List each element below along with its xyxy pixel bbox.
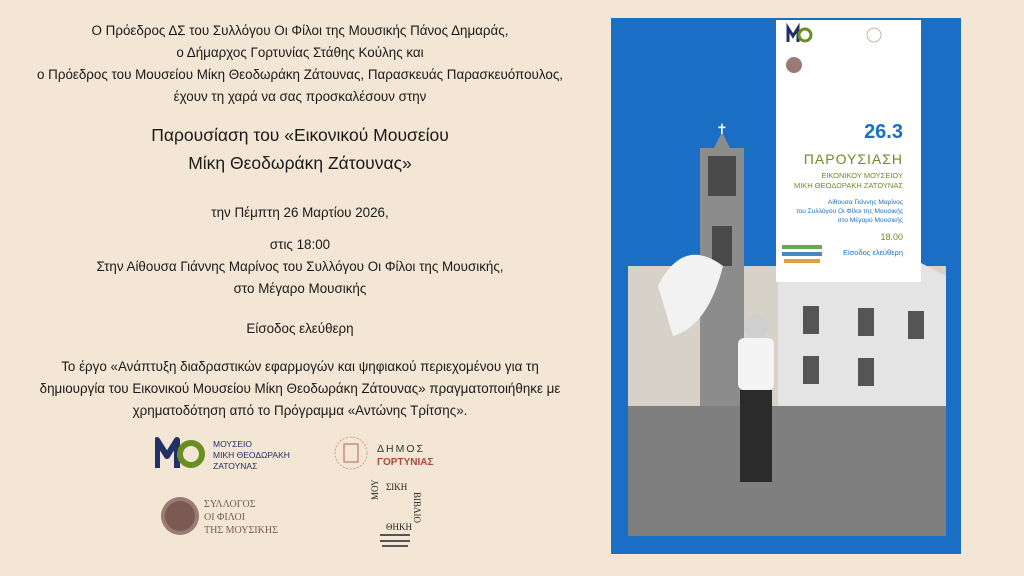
event-place-line-2: στο Μέγαρο Μουσικής xyxy=(233,281,367,296)
funding-line-2: δημιουργία του Εικονικού Μουσείου Μίκη Θεοδωράκη Ζάτουνας» πραγματοποιήθηκε με xyxy=(39,381,561,396)
event-time: στις 18:00 xyxy=(269,237,331,252)
person-body xyxy=(738,338,774,390)
svg-text:✝: ✝ xyxy=(716,121,728,137)
intro-line-4: έχουν τη χαρά να σας προσκαλέσουν στην xyxy=(173,89,427,104)
poster-venue-3: στο Μέγαρο Μουσικής xyxy=(837,217,903,224)
poster-sub-2: ΜΙΚΗ ΘΕΟΔΩΡΑΚΗ ΖΑΤΟΥΝΑΣ xyxy=(793,181,903,190)
poster-time: 18.00 xyxy=(880,232,903,242)
bivlio-logo-text-2: ΜΟΥ xyxy=(370,479,380,500)
dimos-logo-text-1: ΔΗΜΟΣ xyxy=(377,443,426,455)
poster-heading: ΠΑΡΟΥΣΙΑΣΗ xyxy=(803,151,903,167)
museum-logo-text-1: ΜΟΥΣΕΙΟ xyxy=(213,439,252,449)
funding-line-3: χρηματοδότηση από το Πρόγραμμα «Αντώνης Τρίτσης». xyxy=(132,403,468,418)
intro-line-1: Ο Πρόεδρος ΔΣ του Συλλόγου Οι Φίλοι της Μουσικής Πάνος Δημαράς, xyxy=(91,23,509,38)
intro-line-2: ο Δήμαρχος Γορτυνίας Στάθης Κούλης και xyxy=(176,45,424,60)
syllogos-logo-text-1: ΣΥΛΛΟΓΟΣ xyxy=(204,499,256,510)
poster-sub-1: ΕΙΚΟΝΙΚΟΥ ΜΟΥΣΕΙΟΥ xyxy=(821,171,903,180)
museum-logo-text-3: ΖΑΤΟΥΝΑΣ xyxy=(213,461,258,471)
event-entry: Είσοδος ελεύθερη xyxy=(246,321,354,336)
event-title-line-1: Παρουσίαση του «Εικονικού Μουσείου xyxy=(151,125,449,145)
bivlio-logo-text-1: ΣΙΚΗ xyxy=(386,482,408,492)
poster-info-card xyxy=(776,20,921,282)
museum-logo-text-2: ΜΙΚΗ ΘΕΟΔΩΡΑΚΗ xyxy=(213,450,290,460)
event-date: την Πέμπτη 26 Μαρτίου 2026, xyxy=(211,205,389,220)
dimos-gortynias-logo xyxy=(334,432,464,474)
intro-line-3: ο Πρόεδρος του Μουσείου Μίκη Θεοδωράκη Ζάτουνας, Παρασκευάς Παρασκευόπουλος, xyxy=(36,67,563,82)
poster-entry: Είσοδος ελεύθερη xyxy=(842,248,903,257)
funding-line-1: Το έργο «Ανάπτυξη διαδραστικών εφαρμογών και ψηφιακού περιεχομένου για τη xyxy=(61,359,539,374)
poster-venue-1: Αίθουσα Γιάννης Μαρίνος xyxy=(827,199,903,206)
person-head xyxy=(744,314,768,338)
dimos-logo-text-2: ΓΟΡΤΥΝΙΑΣ xyxy=(377,457,434,468)
bivlio-logo xyxy=(364,478,434,558)
poster-date: 26.3 xyxy=(864,121,903,143)
syllogos-logo-text-3: ΤΗΣ ΜΟΥΣΙΚΗΣ xyxy=(204,525,278,536)
bivlio-logo-text-4: ΘΗΚΗ xyxy=(386,522,412,532)
poster-venue-2: του Συλλόγου Οι Φίλοι της Μουσικής xyxy=(796,208,903,215)
bivlio-logo-text-3: ΒΙΒΛΙΟ xyxy=(412,492,422,524)
syllogos-logo-text-2: ΟΙ ΦΙΛΟΙ xyxy=(204,512,246,523)
poster-info-card-graphic xyxy=(776,20,921,282)
museum-logo xyxy=(155,434,305,472)
event-place-line-1: Στην Αίθουσα Γιάννης Μαρίνος του Συλλόγου Οι Φίλοι της Μουσικής, xyxy=(96,259,504,274)
event-title-line-2: Μίκη Θεοδωράκη Ζάτουνας» xyxy=(188,153,412,173)
syllogos-logo xyxy=(160,492,290,540)
